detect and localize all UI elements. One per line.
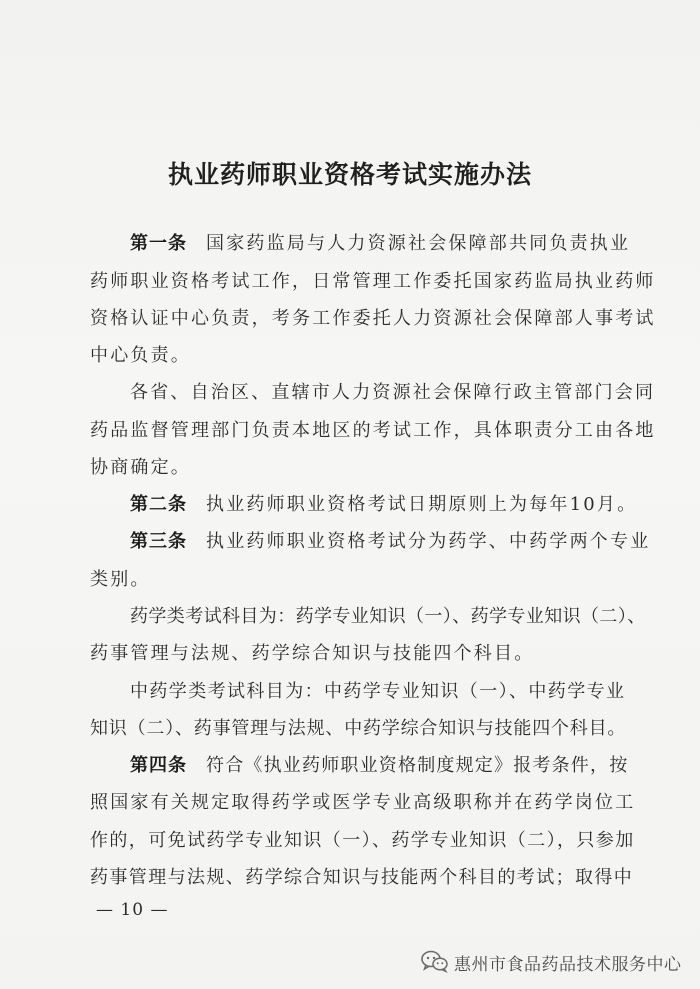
line-text: 中心负责。 (90, 345, 191, 366)
line-text: 执业药师职业资格考试日期原则上为每年10月。 (206, 494, 638, 515)
line-text: 药学类考试科目为：药学专业知识（一）、药学专业知识（二）、 (130, 606, 646, 627)
line-text: 药事管理与法规、药学综合知识与技能四个科目。 (90, 643, 535, 664)
line-text: 中药学类考试科目为：中药学专业知识（一）、中药学专业 (130, 681, 626, 702)
article-heading: 第三条 (130, 531, 187, 552)
article-heading: 第一条 (130, 233, 187, 254)
line-text: 药品监督管理部门负责本地区的考试工作，具体职责分工由各地 (90, 420, 656, 441)
line-text: 各省、自治区、直辖市人力资源社会保障行政主管部门会同 (130, 382, 656, 403)
line-text: 协商确定。 (90, 457, 191, 478)
line-text: 作的，可免试药学专业知识（一）、药学专业知识（二），只参加 (90, 830, 635, 851)
line-text: 类别。 (90, 569, 151, 590)
line-text: 国家药监局与人力资源社会保障部共同负责执业 (206, 233, 631, 254)
article-heading: 第二条 (130, 494, 187, 515)
watermark-text: 惠州市食品药品技术服务中心 (454, 955, 682, 975)
line-text: 药师职业资格考试工作，日常管理工作委托国家药监局执业药师 (90, 271, 656, 292)
document-title: 执业药师职业资格考试实施办法 (167, 160, 532, 189)
watermark (420, 949, 695, 973)
line-text: 知识（二）、药事管理与法规、中药学综合知识与技能四个科目。 (90, 718, 627, 739)
line-text: 照国家有关规定取得药学或医学专业高级职称并在药学岗位工 (90, 792, 636, 813)
line-text: 执业药师职业资格考试分为药学、中药学两个专业 (206, 531, 651, 552)
wechat-icon (420, 949, 450, 973)
article-heading: 第四条 (130, 755, 187, 776)
page-number: — 10 — (96, 900, 169, 920)
line-text: 药事管理与法规、药学综合知识与技能两个科目的考试；取得中 (90, 867, 634, 888)
line-text: 资格认证中心负责，考务工作委托人力资源社会保障部人事考试 (90, 308, 656, 329)
line-text: 符合《执业药师职业资格制度规定》报考条件，按 (206, 755, 629, 776)
